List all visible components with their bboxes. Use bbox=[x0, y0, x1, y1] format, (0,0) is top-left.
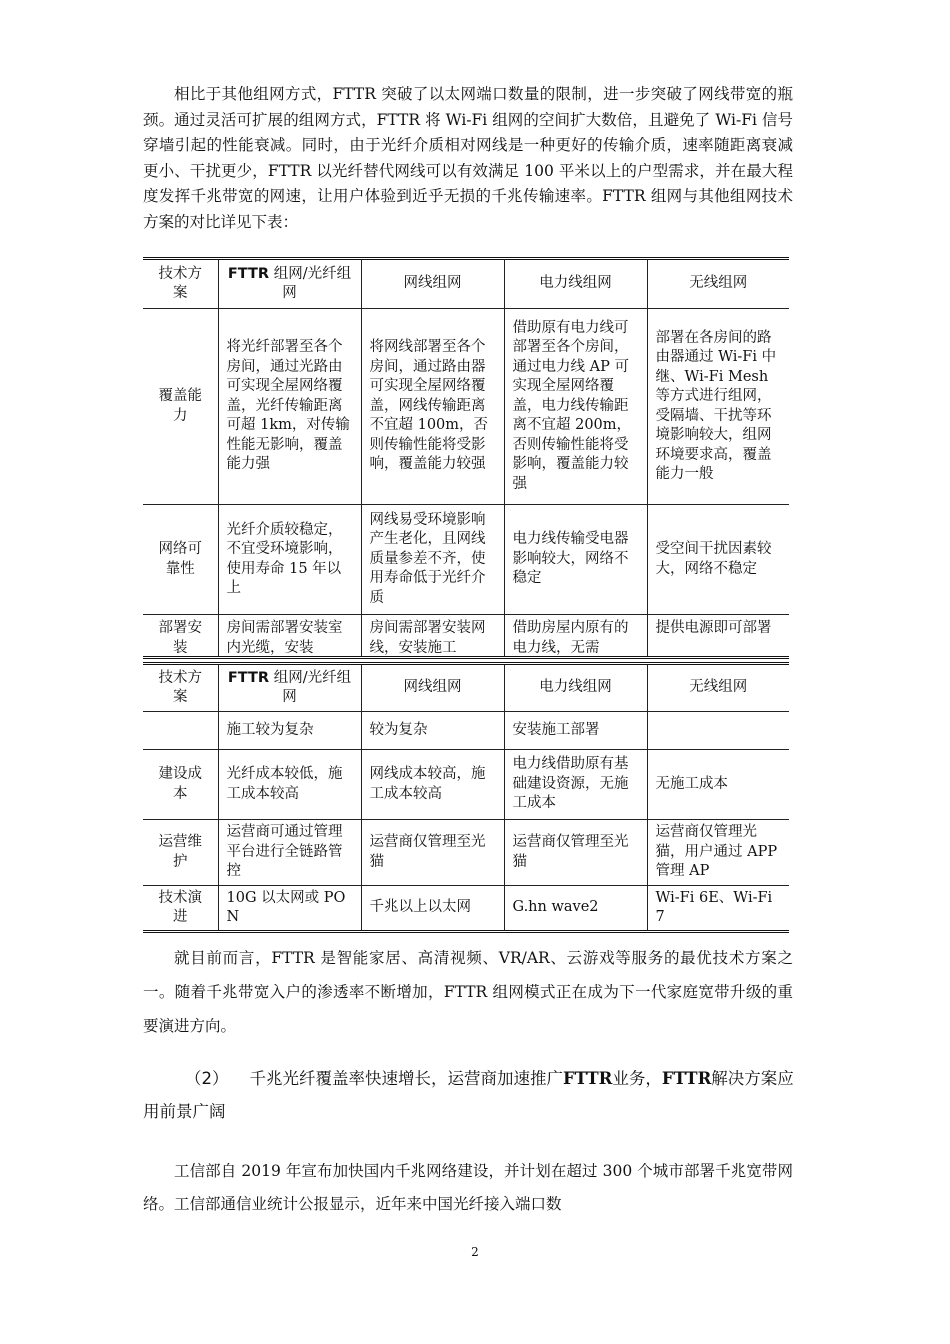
table-row-evolution bbox=[143, 886, 789, 932]
table-row-coverage bbox=[143, 309, 789, 505]
row-label-coverage: 覆盖能力 bbox=[143, 309, 218, 505]
cell-deploy-cable-part2: 较为复杂 bbox=[361, 712, 504, 750]
header-cable: 网线组网 bbox=[361, 259, 504, 309]
header-tech-scheme: 技术方案 bbox=[143, 259, 218, 309]
header-wireless: 无线组网 bbox=[647, 259, 789, 309]
row-label-deploy: 部署安装 bbox=[143, 615, 218, 658]
cell-operation-cable: 运营商仅管理至光猫 bbox=[361, 820, 504, 886]
row-label-reliability: 网络可靠性 bbox=[143, 505, 218, 615]
comparison-table-part1 bbox=[143, 257, 789, 659]
cell-cost-cable: 网线成本较高，施工成本较高 bbox=[361, 750, 504, 820]
table-row-cost bbox=[143, 750, 789, 820]
header-wireless: 无线组网 bbox=[647, 664, 789, 712]
cell-deploy-cable-part1: 房间需部署安装网线，安装施工 bbox=[361, 615, 504, 658]
body-paragraph: 工信部自 2019 年宣布加快国内千兆网络建设，并计划在超过 300 个城市部署千兆宽带网络。工信部通信业统计公报显示，近年来中国光纤接入端口数 bbox=[143, 1162, 793, 1213]
table-row-deploy bbox=[143, 615, 789, 658]
cell-evolution-cable: 千兆以上以太网 bbox=[361, 886, 504, 932]
cell-operation-wireless: 运营商仅管理光猫，用户通过 APP 管理 AP bbox=[647, 820, 789, 886]
intro-paragraph: 相比于其他组网方式，FTTR 突破了以太网端口数量的限制，进一步突破了网线带宽的瓶颈。通过灵活可扩展的组网方式，FTTR 将 Wi-Fi 组网的空间扩大数倍，且避免了 Wi-Fi 信号穿墙引起的性能衰减。同时，由于光纤介质相对网线是一种更好的传输介质，速率随距离衰减更小、干扰更少，FTTR 以光纤替代网线可以有效满足 100 平米以上的户型需求，并在最大程度发挥千兆带宽的网速，让用户体验到近乎无损的千兆传输速率。FTTR 组网与其他组网技术方案的对比详见下表： bbox=[143, 85, 793, 231]
table-header-row-repeat bbox=[143, 664, 789, 712]
table-row-reliability bbox=[143, 505, 789, 615]
cell-reliability-power: 电力线传输受电器影响较大，网络不稳定 bbox=[504, 505, 647, 615]
table-row-deploy-continued bbox=[143, 712, 789, 750]
cell-coverage-cable: 将网线部署至各个房间，通过路由器可实现全屋网络覆盖，网线传输距离不宜超 100m，否则传输性能将受影响，覆盖能力较强 bbox=[361, 309, 504, 505]
cell-coverage-wireless: 部署在各房间的路由器通过 Wi-Fi 中继、Wi-Fi Mesh 等方式进行组网，受隔墙、干扰等环境影响较大，组网环境要求高，覆盖能力一般 bbox=[647, 309, 789, 505]
header-cable: 网线组网 bbox=[361, 664, 504, 712]
table-row-operation bbox=[143, 820, 789, 886]
cell-coverage-power: 借助原有电力线可部署至各个房间，通过电力线 AP 可实现全屋网络覆盖，电力线传输距离不宜超 200m，否则传输性能将受影响，覆盖能力较强 bbox=[504, 309, 647, 505]
cell-deploy-wireless-continued bbox=[647, 712, 789, 750]
row-label-cost: 建设成本 bbox=[143, 750, 218, 820]
cell-reliability-wireless: 受空间干扰因素较大，网络不稳定 bbox=[647, 505, 789, 615]
cell-evolution-power: G.hn wave2 bbox=[504, 886, 647, 932]
cell-operation-power: 运营商仅管理至光猫 bbox=[504, 820, 647, 886]
cell-deploy-fttr-part1: 房间需部署安装室内光缆，安装 bbox=[218, 615, 361, 658]
section-number: （2） bbox=[185, 1069, 229, 1088]
page-number: 2 bbox=[471, 1245, 479, 1259]
cell-deploy-power-part1: 借助房屋内原有的电力线，无需 bbox=[504, 615, 647, 658]
cell-deploy-fttr-part2: 施工较为复杂 bbox=[218, 712, 361, 750]
comparison-table-part2 bbox=[143, 662, 789, 933]
header-tech-scheme: 技术方案 bbox=[143, 664, 218, 712]
header-power-line: 电力线组网 bbox=[504, 664, 647, 712]
row-label-operation: 运营维护 bbox=[143, 820, 218, 886]
header-fttr: FTTR 组网/光纤组网 bbox=[218, 664, 361, 712]
cell-cost-fttr: 光纤成本较低，施工成本较高 bbox=[218, 750, 361, 820]
cell-cost-wireless: 无施工成本 bbox=[647, 750, 789, 820]
cell-reliability-fttr: 光纤介质较稳定，不宜受环境影响，使用寿命 15 年以上 bbox=[218, 505, 361, 615]
row-label-deploy-continued bbox=[143, 712, 218, 750]
row-label-evolution: 技术演进 bbox=[143, 886, 218, 932]
cell-cost-power: 电力线借助原有基础建设资源，无施工成本 bbox=[504, 750, 647, 820]
cell-reliability-cable: 网线易受环境影响产生老化，且网线质量参差不齐，使用寿命低于光纤介质 bbox=[361, 505, 504, 615]
header-fttr: FTTR 组网/光纤组网 bbox=[218, 259, 361, 309]
header-power-line: 电力线组网 bbox=[504, 259, 647, 309]
cell-evolution-fttr: 10G 以太网或 PON bbox=[218, 886, 361, 932]
cell-coverage-fttr: 将光纤部署至各个房间，通过光路由可实现全屋网络覆盖，光纤传输距离可超 1km，对传输性能无影响，覆盖能力强 bbox=[218, 309, 361, 505]
section-heading: （2） 千兆光纤覆盖率快速增长，运营商加速推广FTTR业务，FTTR解决方案应用前景广阔 bbox=[143, 1069, 794, 1121]
cell-operation-fttr: 运营商可通过管理平台进行全链路管控 bbox=[218, 820, 361, 886]
table-header-row bbox=[143, 259, 789, 309]
cell-evolution-wireless: Wi-Fi 6E、Wi-Fi 7 bbox=[647, 886, 789, 932]
cell-deploy-wireless: 提供电源即可部署 bbox=[647, 615, 789, 658]
cell-deploy-power-part2: 安装施工部署 bbox=[504, 712, 647, 750]
conclusion-paragraph: 就目前而言，FTTR 是智能家居、高清视频、VR/AR、云游戏等服务的最优技术方案之一。随着千兆带宽入户的渗透率不断增加，FTTR 组网模式正在成为下一代家庭宽带升级的重要演进方向。 bbox=[143, 949, 793, 1035]
